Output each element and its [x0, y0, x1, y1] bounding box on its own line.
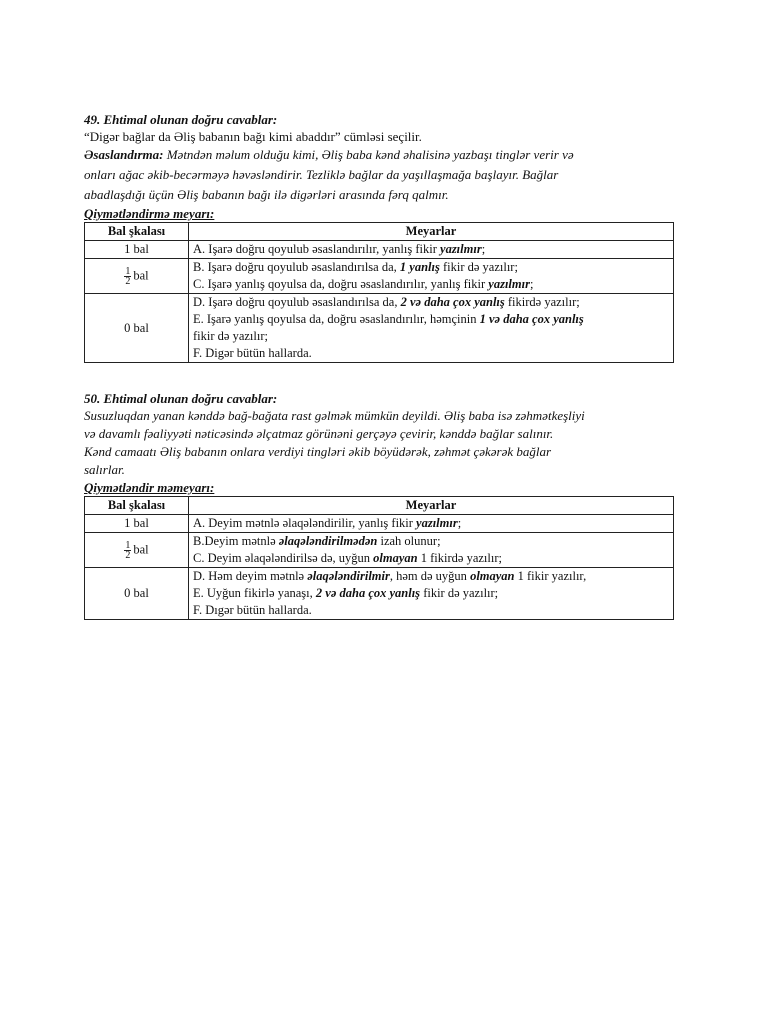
score-cell [85, 533, 189, 568]
table-row [85, 241, 674, 259]
criterion-emphasis: olmayan [373, 551, 418, 565]
score-cell: 1 bal [85, 241, 189, 259]
criterion-text: ; [529, 277, 534, 291]
criterion-text: A. Deyim mətnlə əlaqələndirilir, yanlış fikir [193, 516, 417, 530]
criterion-emphasis: əlaqələndirilmir [307, 569, 390, 583]
criterion-emphasis: yazılmır [440, 242, 482, 256]
criterion-text: fikir də yazılır; [420, 586, 499, 600]
score-label: bal [133, 541, 149, 556]
q49-answer: “Digər bağlar da Əliş babanın bağı kimi abaddır” cümləsi seçilir. [84, 129, 422, 144]
table-row [85, 294, 674, 363]
table-header-row [85, 223, 674, 241]
criterion-text: F. Digər bütün hallarda. [193, 346, 312, 360]
criterion-text: D. Işarə doğru qoyulub əsaslandırılsa da, [193, 295, 401, 309]
criterion-text: , həm də uyğun [389, 569, 471, 583]
criterion-text: izah olunur; [377, 534, 441, 548]
criterion-text: ; [457, 516, 462, 530]
score-cell: 0 bal [85, 568, 189, 620]
q49-justification-label: Əsaslandırma: [84, 147, 164, 162]
criterion-emphasis: 1 və daha çox yanlış [479, 312, 584, 326]
criterion-text: C. Deyim əlaqələndirilsə də, uyğun [193, 551, 374, 565]
criterion-text: D. Həm deyim mətnlə [193, 569, 308, 583]
fraction-denominator: 2 [125, 549, 131, 561]
q49-criteria-title: Qiymətləndirmə meyarı: [84, 206, 215, 221]
q49-justification-line: Mətndən məlum olduğu kimi, Əliş baba kənd əhalisinə yazbaşı tinglər verir və [163, 147, 574, 162]
table-row [85, 259, 674, 294]
table-row [85, 515, 674, 533]
criterion-text: E. Işarə yanlış qoyulsa da, doğru əsaslandırılır, həmçinin [193, 312, 480, 326]
criterion-text: F. Dıgər bütün hallarda. [193, 603, 312, 617]
fraction-numerator: 1 [125, 539, 131, 551]
criteria-cell [189, 241, 674, 259]
score-cell: 0 bal [85, 294, 189, 363]
criterion-emphasis: yazılmır [416, 516, 458, 530]
criterion-text: fikir də yazılır; [193, 329, 268, 343]
q49-justification-line: onları ağac əkib-becərməyə həvəsləndirir. Tezliklə bağlar da yaşıllaşmağa başlayır. Bağlar [84, 167, 559, 182]
criterion-emphasis: olmayan [470, 569, 515, 583]
criteria-column-header: Meyarlar [189, 497, 674, 515]
score-cell: 1 bal [85, 515, 189, 533]
criterion-text: B. Işarə doğru qoyulub əsaslandırılsa da, [193, 260, 400, 274]
criteria-cell [189, 515, 674, 533]
criterion-emphasis: 2 və daha çox yanlış [315, 586, 421, 600]
score-column-header: Bal şkalası [85, 223, 189, 241]
question-49 [84, 111, 674, 363]
q50-answer-line: Kənd camaatı Əliş babanın onlara verdiyi tingləri əkib böyüdərək, zəhmət çəkərək bağlar [84, 444, 552, 459]
half-fraction [124, 541, 131, 560]
table-row [85, 568, 674, 620]
criteria-column-header: Meyarlar [189, 223, 674, 241]
criterion-emphasis: yazılmır [488, 277, 530, 291]
criteria-cell [189, 294, 674, 363]
criterion-emphasis: 1 yanlış [399, 260, 440, 274]
criterion-emphasis: 2 və daha çox yanlış [400, 295, 505, 309]
criterion-emphasis: əlaqələndirilmədən [278, 534, 378, 548]
table-header-row [85, 497, 674, 515]
criterion-text: fikir də yazılır; [439, 260, 518, 274]
q50-answer-line: salırlar. [84, 462, 125, 477]
q49-justification [84, 145, 674, 205]
q50-criteria-title: Qiymətləndir məmeyarı: [84, 480, 215, 495]
criteria-cell [189, 259, 674, 294]
table-row [85, 533, 674, 568]
fraction-numerator: 1 [125, 265, 131, 277]
criterion-text: B.Deyim mətnlə [193, 534, 279, 548]
score-label: bal [133, 267, 149, 282]
score-cell [85, 259, 189, 294]
criterion-text: 1 fikir yazılır, [514, 569, 587, 583]
q49-justification-line: abadlaşdığı üçün Əliş babanın bağı ilə digərləri arasında fərq qalmır. [84, 187, 449, 202]
criterion-text: fikirdə yazılır; [504, 295, 580, 309]
score-column-header: Bal şkalası [85, 497, 189, 515]
criteria-cell [189, 533, 674, 568]
q50-answer-line: Susuzluqdan yanan kənddə bağ-bağata rast gəlmək mümkün deyildi. Əliş baba isə zəhmətkeşliyi [84, 408, 585, 423]
criterion-text: 1 fikirdə yazılır; [417, 551, 502, 565]
half-fraction [124, 267, 131, 286]
q50-criteria-table [84, 496, 674, 620]
criterion-text: ; [481, 242, 486, 256]
q50-answer-line: və davamlı fəaliyyəti nəticəsində əlçatmaz görünəni gerçəyə çevirir, kənddə bağlar salınır. [84, 426, 554, 441]
criterion-text: C. Işarə yanlış qoyulsa da, doğru əsaslandırılır, yanlış fikir [193, 277, 489, 291]
criteria-cell [189, 568, 674, 620]
fraction-denominator: 2 [125, 275, 131, 287]
criterion-text: A. Işarə doğru qoyulub əsaslandırılır, yanlış fikir [193, 242, 441, 256]
question-50 [84, 390, 674, 620]
q49-criteria-table [84, 222, 674, 363]
q50-heading: 50. Ehtimal olunan doğru cavablar: [84, 391, 278, 406]
q49-heading: 49. Ehtimal olunan doğru cavablar: [84, 112, 278, 127]
q50-answer [84, 407, 674, 479]
criterion-text: E. Uyğun fikirlə yanaşı, [193, 586, 316, 600]
